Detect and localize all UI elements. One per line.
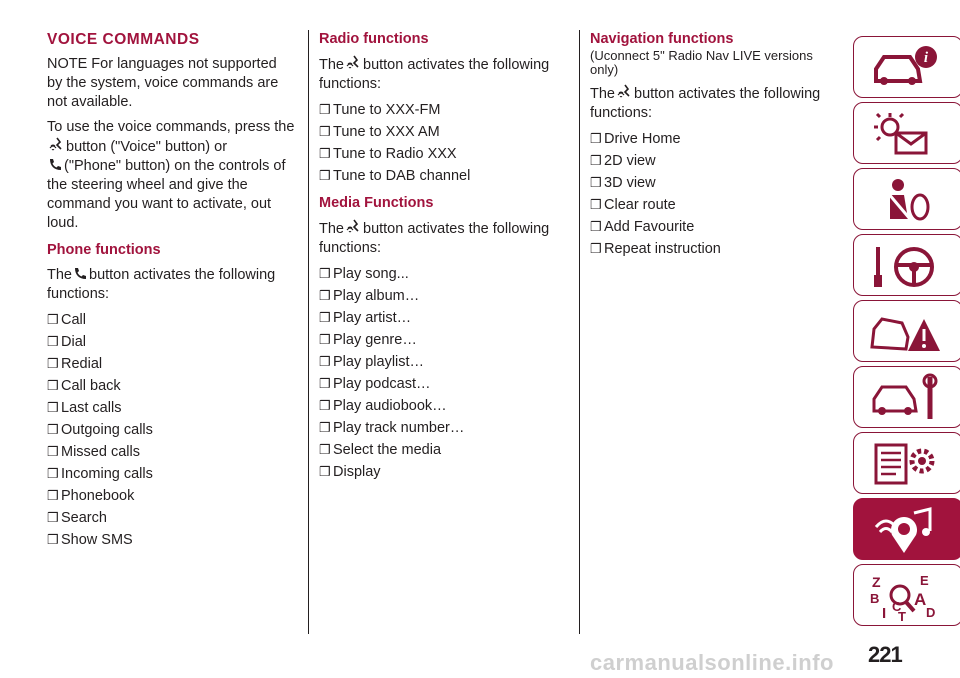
checkbox-icon: ❒ — [319, 354, 331, 369]
checkbox-icon: ❒ — [47, 356, 59, 371]
list-item: ❒ Play podcast… — [319, 376, 431, 392]
list-item: ❒ Last calls — [47, 400, 122, 416]
tab-warning-lights[interactable] — [853, 102, 960, 164]
column-radio-media — [319, 30, 569, 488]
tab-maintenance[interactable] — [853, 366, 960, 428]
phone-button-icon — [48, 157, 63, 172]
watermark: carmanualsonline.info — [590, 650, 834, 675]
index-icon — [868, 571, 948, 621]
navigation-functions-heading: Navigation functions — [590, 31, 734, 47]
checkbox-icon: ❒ — [47, 532, 59, 547]
checkbox-icon: ❒ — [47, 400, 59, 415]
tab-multimedia[interactable] — [853, 498, 960, 560]
checkbox-icon: ❒ — [319, 168, 331, 183]
phone-button-icon — [73, 266, 88, 281]
radio-functions-heading: Radio functions — [319, 31, 429, 47]
voice-button-icon — [345, 55, 362, 71]
checkbox-icon: ❒ — [319, 398, 331, 413]
index-letter: T — [898, 609, 906, 621]
column-divider — [579, 30, 580, 634]
emergency-icon — [868, 307, 948, 357]
checkbox-icon: ❒ — [47, 510, 59, 525]
checkbox-icon: ❒ — [319, 124, 331, 139]
checkbox-icon: ❒ — [47, 488, 59, 503]
index-letter: C — [892, 599, 902, 614]
list-item: ❒ Display — [319, 464, 381, 480]
checkbox-icon: ❒ — [319, 376, 331, 391]
list-item: ❒ Play genre… — [319, 332, 417, 348]
radio-intro: The button activates the following functions: — [319, 57, 550, 92]
checkbox-icon: ❒ — [590, 197, 602, 212]
checkbox-icon: ❒ — [590, 131, 602, 146]
list-item: ❒ Play album… — [319, 288, 420, 304]
checkbox-icon: ❒ — [319, 442, 331, 457]
car-info-icon — [868, 43, 948, 93]
checkbox-icon: ❒ — [319, 266, 331, 281]
list-item: ❒ Outgoing calls — [47, 422, 153, 438]
navigation-version-note: (Uconnect 5" Radio Nav LIVE versions only) — [590, 48, 813, 77]
checkbox-icon: ❒ — [590, 219, 602, 234]
list-item: ❒ Play song... — [319, 266, 409, 282]
list-item: ❒ Play artist… — [319, 310, 412, 326]
checkbox-icon: ❒ — [590, 241, 602, 256]
list-item: ❒ Tune to XXX AM — [319, 124, 440, 140]
checkbox-icon: ❒ — [47, 334, 59, 349]
list-item: ❒ Drive Home — [590, 131, 681, 147]
tab-car-info[interactable] — [853, 36, 960, 98]
list-item: ❒ Tune to Radio XXX — [319, 146, 457, 162]
list-item: ❒ Tune to XXX-FM — [319, 102, 441, 118]
checkbox-icon: ❒ — [319, 332, 331, 347]
index-letter: D — [926, 605, 936, 620]
safety-icon — [868, 175, 948, 225]
checkbox-icon: ❒ — [47, 466, 59, 481]
media-functions-heading: Media Functions — [319, 195, 434, 211]
list-item: ❒ Play audiobook… — [319, 398, 447, 414]
list-item: ❒ Dial — [47, 334, 86, 350]
column-divider — [308, 30, 309, 634]
list-item: ❒ Phonebook — [47, 488, 135, 504]
column-navigation — [590, 30, 840, 265]
voice-button-icon — [345, 219, 362, 235]
checkbox-icon: ❒ — [319, 310, 331, 325]
technical-data-icon — [868, 439, 948, 489]
tab-emergency[interactable] — [853, 300, 960, 362]
media-functions-list — [319, 264, 569, 482]
list-item: ❒ Add Favourite — [590, 219, 695, 235]
checkbox-icon: ❒ — [319, 146, 331, 161]
tab-driving[interactable] — [853, 234, 960, 296]
checkbox-icon: ❒ — [319, 420, 331, 435]
list-item: ❒ Incoming calls — [47, 466, 153, 482]
index-letter: A — [914, 590, 927, 609]
driving-icon — [868, 241, 948, 291]
note-text: NOTE For languages not supported by the system, voice commands are not available. — [47, 56, 279, 110]
voice-button-icon — [616, 84, 633, 100]
phone-functions-heading: Phone functions — [47, 242, 161, 258]
list-item: ❒ Play track number… — [319, 420, 465, 436]
maintenance-icon — [868, 373, 948, 423]
navigation-functions-list — [590, 129, 840, 259]
page-number: 221 — [868, 642, 902, 667]
list-item: ❒ Call — [47, 312, 86, 328]
index-letter: I — [882, 605, 887, 621]
list-item: ❒ Tune to DAB channel — [319, 168, 471, 184]
list-item: ❒ Missed calls — [47, 444, 140, 460]
checkbox-icon: ❒ — [319, 102, 331, 117]
checkbox-icon: ❒ — [319, 288, 331, 303]
checkbox-icon: ❒ — [47, 378, 59, 393]
phone-functions-list — [47, 310, 295, 550]
index-letter: Z — [872, 574, 881, 590]
intro-text: To use the voice commands, press the button ("Voice" button) or ("Phone" button) on the controls of the steering wheel and give the command you want to activate, out loud. — [47, 119, 295, 231]
list-item: ❒ 2D view — [590, 153, 656, 169]
list-item: ❒ Clear route — [590, 197, 676, 213]
index-letter: E — [920, 573, 929, 588]
list-item: ❒ Show SMS — [47, 532, 133, 548]
warning-lights-icon — [868, 109, 948, 159]
column-voice-commands — [47, 30, 295, 556]
index-letter: B — [870, 591, 880, 606]
checkbox-icon: ❒ — [47, 444, 59, 459]
list-item: ❒ Call back — [47, 378, 121, 394]
checkbox-icon: ❒ — [590, 175, 602, 190]
tab-technical-data[interactable] — [853, 432, 960, 494]
list-item: ❒ Redial — [47, 356, 103, 372]
checkbox-icon: ❒ — [319, 464, 331, 479]
list-item: ❒ Search — [47, 510, 107, 526]
multimedia-icon — [868, 505, 948, 555]
list-item: ❒ Play playlist… — [319, 354, 425, 370]
checkbox-icon: ❒ — [590, 153, 602, 168]
navigation-intro: The button activates the following functions: — [590, 86, 821, 121]
radio-functions-list — [319, 100, 569, 186]
list-item: ❒ 3D view — [590, 175, 656, 191]
checkbox-icon: ❒ — [47, 422, 59, 437]
phone-intro: The button activates the following functions: — [47, 267, 276, 302]
list-item: ❒ Repeat instruction — [590, 241, 721, 257]
checkbox-icon: ❒ — [47, 312, 59, 327]
media-intro: The button activates the following functions: — [319, 221, 550, 256]
svg-text:i: i — [923, 50, 929, 66]
tab-safety[interactable] — [853, 168, 960, 230]
list-item: ❒ Select the media — [319, 442, 442, 458]
tab-index[interactable] — [853, 564, 960, 626]
voice-button-icon — [48, 137, 65, 153]
section-title: VOICE COMMANDS — [47, 31, 200, 48]
